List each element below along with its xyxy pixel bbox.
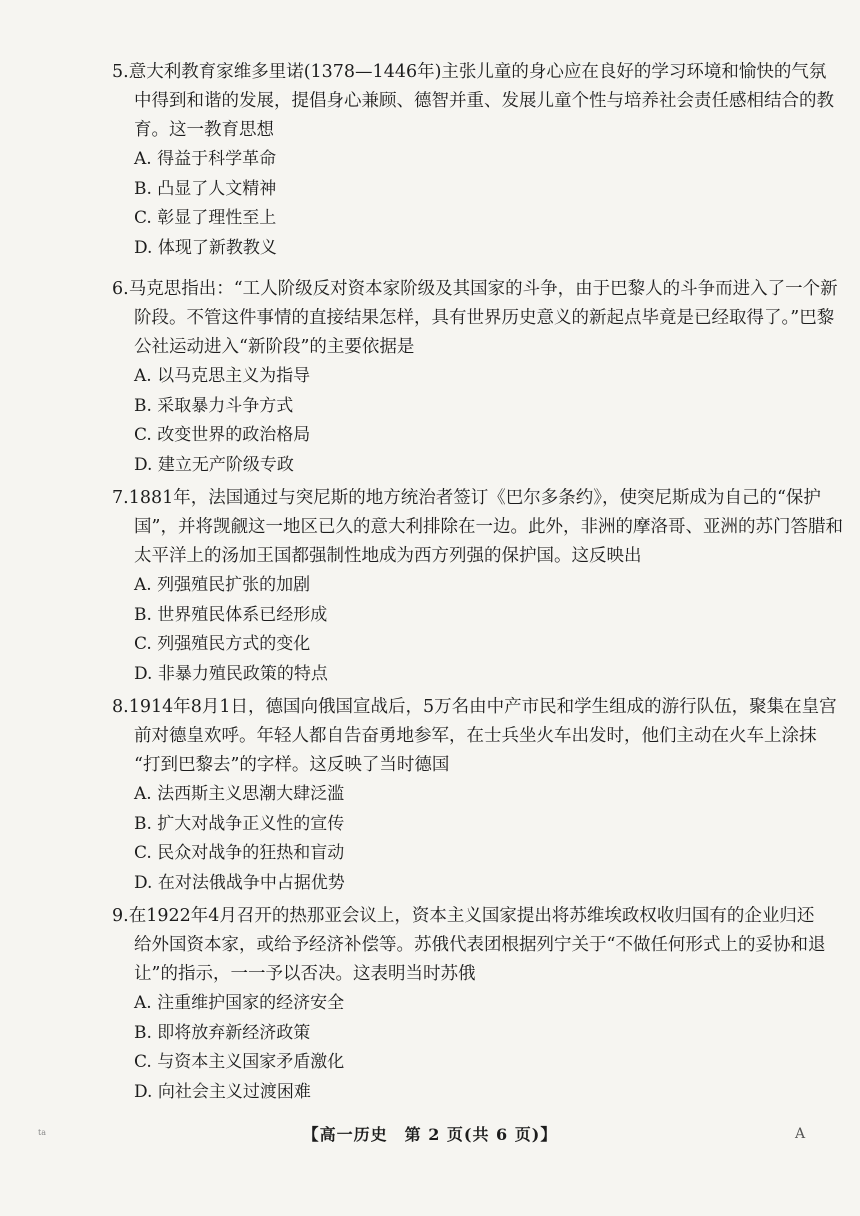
option-a: A. 得益于科学革命	[134, 149, 277, 169]
question-stem-line: 前对德皇欢呼。年轻人都自告奋勇地参军，在士兵坐火车出发时，他们主动在火车上涂抹	[134, 726, 817, 746]
option-d: D. 体现了新教教义	[134, 237, 277, 258]
option-d: D. 向社会主义过渡困难	[134, 1081, 311, 1102]
option-c: C. 民众对战争的狂热和盲动	[134, 843, 345, 863]
question-stem-line: 6.马克思指出：“工人阶级反对资本家阶级及其国家的斗争，由于巴黎人的斗争而进入了一个新	[112, 279, 838, 299]
question-9	[112, 902, 860, 1107]
corner-mark: ta	[38, 1128, 46, 1137]
option-b: B. 凸显了人文精神	[134, 178, 277, 199]
question-6	[112, 275, 860, 480]
option-d: D. 在对法俄战争中占据优势	[134, 872, 345, 893]
option-b: B. 即将放弃新经济政策	[134, 1022, 311, 1043]
option-b: B. 采取暴力斗争方式	[134, 395, 294, 416]
paper-version-mark: A	[795, 1126, 806, 1142]
question-stem-line: 7.1881年，法国通过与突尼斯的地方统治者签订《巴尔多条约》，使突尼斯成为自己的“保护	[112, 488, 821, 508]
question-stem-line: 5.意大利教育家维多里诺(1378—1446年)主张儿童的身心应在良好的学习环境和愉快的气氛	[112, 62, 827, 82]
question-stem-line: 8.1914年8月1日，德国向俄国宣战后，5万名由中产市民和学生组成的游行队伍，聚集在皇宫	[112, 697, 837, 717]
option-c: C. 与资本主义国家矛盾激化	[134, 1052, 345, 1072]
option-b: B. 世界殖民体系已经形成	[134, 604, 328, 625]
question-7	[112, 484, 860, 689]
question-stem-line: 给外国资本家，或给予经济补偿等。苏俄代表团根据列宁关于“不做任何形式上的妥协和退	[134, 935, 826, 955]
question-stem-line: 阶段。不管这件事情的直接结果怎样，具有世界历史意义的新起点毕竟是已经取得了。”巴黎	[134, 308, 835, 328]
question-5	[112, 58, 860, 263]
option-a: A. 注重维护国家的经济安全	[134, 993, 345, 1013]
question-stem-line: 中得到和谐的发展，提倡身心兼顾、德智并重、发展儿童个性与培养社会责任感相结合的教	[134, 91, 834, 111]
option-a: A. 以马克思主义为指导	[134, 366, 311, 386]
page-footer: 【高一历史 第 2 页(共 6 页)】	[302, 1125, 558, 1144]
option-b: B. 扩大对战争正义性的宣传	[134, 813, 345, 834]
option-a: A. 法西斯主义思潮大肆泛滥	[134, 784, 345, 804]
question-stem-line: 育。这一教育思想	[134, 120, 274, 140]
question-stem-line: 太平洋上的汤加王国都强制性地成为西方列强的保护国。这反映出	[134, 546, 642, 566]
question-8	[112, 693, 860, 898]
question-stem-line: “打到巴黎去”的字样。这反映了当时德国	[134, 755, 450, 775]
question-stem-line: 公社运动进入“新阶段”的主要依据是	[134, 337, 415, 357]
option-c: C. 改变世界的政治格局	[134, 425, 311, 445]
option-d: D. 建立无产阶级专政	[134, 454, 294, 475]
question-stem-line: 9.在1922年4月召开的热那亚会议上，资本主义国家提出将苏维埃政权收归国有的企业归还	[112, 906, 815, 926]
question-stem-line: 国”，并将觊觎这一地区已久的意大利排除在一边。此外，非洲的摩洛哥、亚洲的苏门答腊和	[134, 517, 843, 537]
option-c: C. 彰显了理性至上	[134, 208, 277, 228]
option-c: C. 列强殖民方式的变化	[134, 634, 311, 654]
question-stem-line: 让”的指示，一一予以否决。这表明当时苏俄	[134, 964, 476, 984]
option-d: D. 非暴力殖民政策的特点	[134, 663, 328, 684]
option-a: A. 列强殖民扩张的加剧	[134, 575, 311, 595]
